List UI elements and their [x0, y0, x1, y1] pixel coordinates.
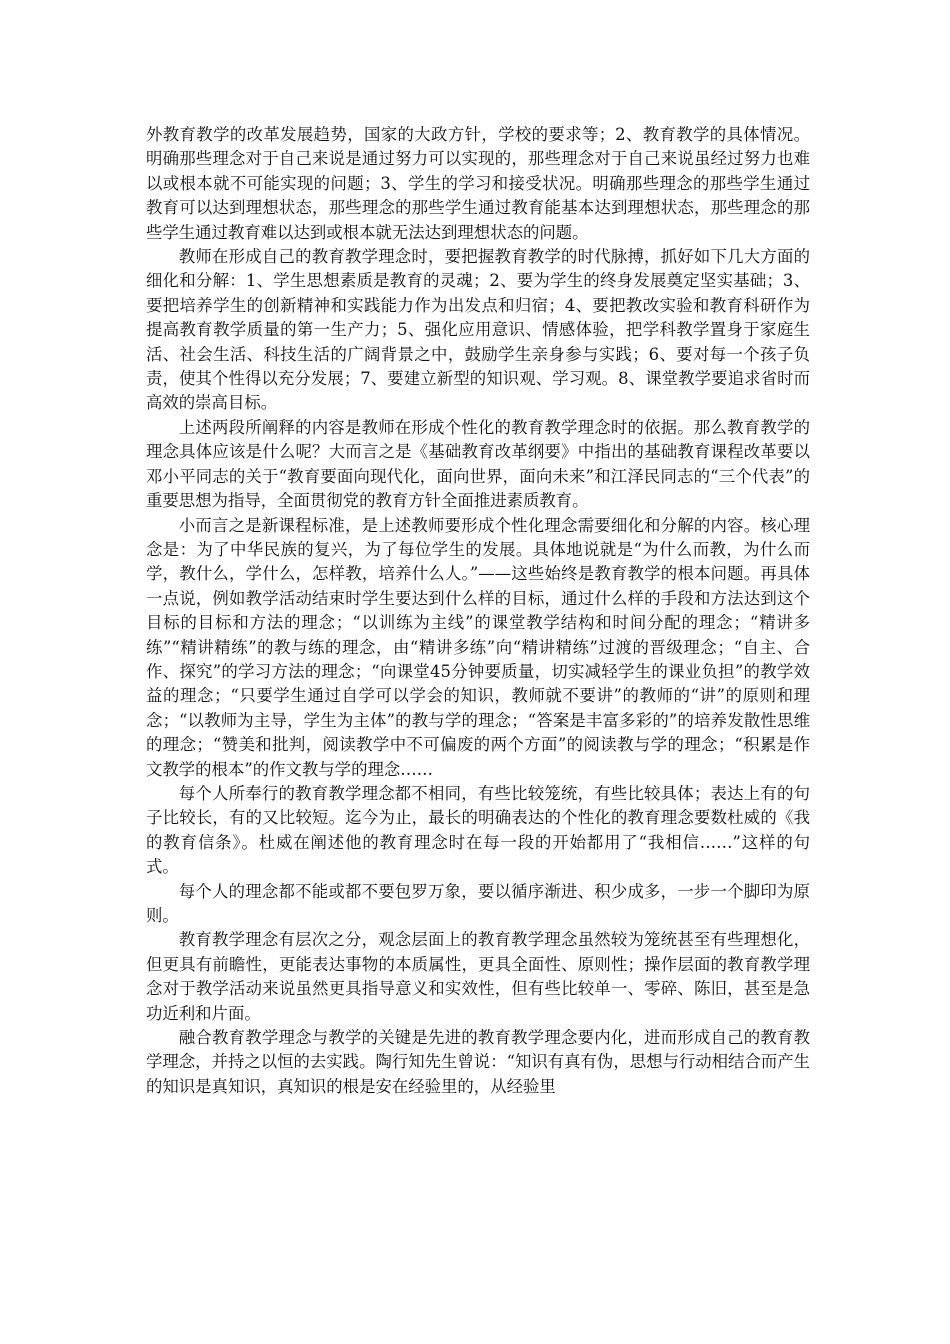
paragraph-basis-of-ideas: 上述两段所阐释的内容是教师在形成个性化的教育教学理念时的依据。那么教育教学的理念具体应该是什么呢？大而言之是《基础教育改革纲要》中指出的基础教育课程改革要以邓小平同志的关于“教育要面向现代化，面向世界，面向未来”和江泽民同志的“三个代表”的重要思想为指导，全面贯彻党的教育方针全面推进素质教育。: [146, 417, 810, 511]
paragraph-levels-of-ideas: 教育教学理念有层次之分，观念层面上的教育教学理念虽然较为笼统甚至有些理想化，但更具有前瞻性，更能表达事物的本质属性，更具全面性、原则性；操作层面的教育教学理念对于教学活动来说虽然更具指导意义和实效性，但有些比较单一、零碎、陈旧，甚至是急功近利和片面。: [146, 930, 810, 1023]
paragraph-teaching-pulse: 教师在形成自己的教育教学理念时，要把握教育教学的时代脉搏，抓好如下几大方面的细化和分解：1、学生思想素质是教育的灵魂；2、要为学生的终身发展奠定坚实基础；3、要把培养学生的创新精神和实践能力作为出发点和归宿；4、要把教改实验和教育科研作为提高教育教学质量的第一生产力；5、强化应用意识、情感体验，把学科教学置身于家庭生活、社会生活、科技生活的广阔背景之中，鼓励学生亲身参与实践；6、要对每一个孩子负责，使其个性得以充分发展；7、要建立新型的知识观、学习观。8、课堂教学要追求省时而高效的崇高目标。: [146, 247, 810, 413]
paragraph-continuation: 外教育教学的改革发展趋势，国家的大政方针，学校的要求等；2、教育教学的具体情况。明确那些理念对于自己来说是通过努力可以实现的，那些理念对于自己来说虽经过努力也难以或根本就不可能实现的问题；3、学生的学习和接受状况。明确那些理念的那些学生通过教育可以达到理想状态，那些理念的那些学生通过教育能基本达到理想状态，那些理念的那些学生通过教育难以达到或根本就无法达到理想状态的问题。: [146, 125, 810, 242]
paragraph-new-curriculum: 小而言之是新课程标准，是上述教师要形成个性化理念需要细化和分解的内容。核心理念是：为了中华民族的复兴，为了每位学生的发展。具体地说就是“为什么而教，为什么而学，教什么，学什么，怎样教，培养什么人。”——这些始终是教育教学的根本问题。再具体一点说，例如教学活动结束时学生要达到什么样的目标，通过什么样的手段和方法达到这个目标的目标和方法的理念；“以训练为主线”的课堂教学结构和时间分配的理念；“精讲多练”“精讲精练”的教与练的理念，由“精讲多练”向“精讲精练”过渡的晋级理念；“自主、合作、探究”的学习方法的理念；“向课堂45分钟要质量，切实减轻学生的课业负担”的教学效益的理念；“只要学生通过自学可以学会的知识，教师就不要讲”的教师的“讲”的原则和理念；“以教师为主导，学生为主体”的教与学的理念；“答案是丰富多彩的”的培养发散性思维的理念；“赞美和批判，阅读教学中不可偏废的两个方面”的阅读教与学的理念；“积累是作文教学的根本”的作文教与学的理念……: [146, 515, 810, 779]
paragraph-integration: 融合教育教学理念与教学的关键是先进的教育教学理念要内化，进而形成自己的教育教学理念，并持之以恒的去实践。陶行知先生曾说：“知识有真有伪，思想与行动相结合而产生的知识是真知识，真知识的根是安在经验里的，从经验里: [146, 1028, 811, 1096]
paragraph-gradual-principle: 每个人的理念都不能或都不要包罗万象，要以循序渐进、积少成多，一步一个脚印为原则。: [146, 881, 810, 925]
paragraph-individual-ideas: 每个人所奉行的教育教学理念都不相同，有些比较笼统，有些比较具体；表达上有的句子比较长，有的又比较短。迄今为止，最长的明确表达的个性化的教育理念要数杜威的《我的教育信条》。杜威在阐述他的教育理念时在每一段的开始都用了“我相信……”这样的句式。: [146, 783, 810, 877]
document-body: [146, 123, 810, 1099]
